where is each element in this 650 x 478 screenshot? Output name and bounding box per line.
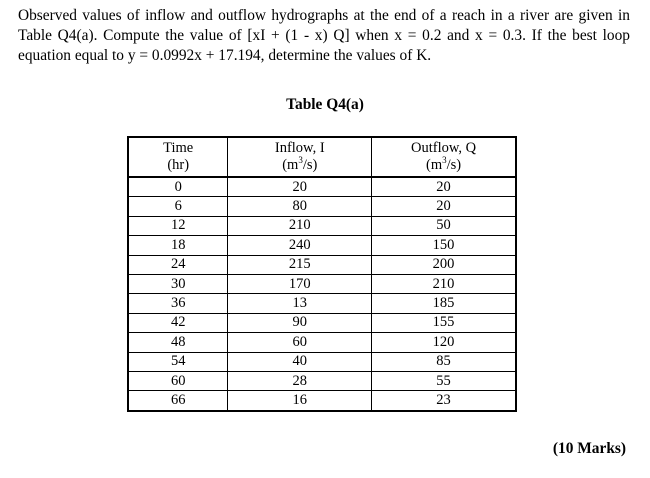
header-label: Inflow, I <box>274 140 325 156</box>
cell-time: 66 <box>128 391 228 411</box>
table-title: Table Q4(a) <box>286 96 364 113</box>
cell-inflow: 170 <box>228 274 372 293</box>
cell-time: 36 <box>128 294 228 313</box>
cell-outflow: 150 <box>372 236 516 255</box>
cell-outflow: 185 <box>372 294 516 313</box>
marks-label: (10 Marks) <box>552 440 626 457</box>
cell-outflow: 155 <box>372 313 516 332</box>
table-row <box>128 371 516 390</box>
table-header-row <box>128 137 516 177</box>
question-text: Observed values of inflow and outflow hydrographs at the end of a reach in a river are given in Table Q4(a). Compute the value of [xI + (1 - x) Q] when x = 0.2 and x = 0.3. If the best loop equation equal to y = 0.0992x + 17.194, determine the values of K. <box>18 7 630 64</box>
cell-time: 18 <box>128 236 228 255</box>
cell-outflow: 210 <box>372 274 516 293</box>
cell-outflow: 50 <box>372 216 516 235</box>
table-row <box>128 236 516 255</box>
cell-time: 60 <box>128 371 228 390</box>
table-row <box>128 313 516 332</box>
cell-inflow: 13 <box>228 294 372 313</box>
cell-inflow: 20 <box>228 177 372 197</box>
cell-time: 0 <box>128 177 228 197</box>
cell-inflow: 210 <box>228 216 372 235</box>
cell-outflow: 20 <box>372 197 516 216</box>
header-unit: (hr) <box>167 157 190 173</box>
cell-inflow: 16 <box>228 391 372 411</box>
cell-time: 6 <box>128 197 228 216</box>
table-row <box>128 255 516 274</box>
cell-inflow: 215 <box>228 255 372 274</box>
table-row <box>128 333 516 352</box>
table-row <box>128 197 516 216</box>
cell-inflow: 80 <box>228 197 372 216</box>
cell-outflow: 20 <box>372 177 516 197</box>
cell-inflow: 240 <box>228 236 372 255</box>
cell-inflow: 40 <box>228 352 372 371</box>
header-unit: $(m^3/s)$ <box>282 155 318 173</box>
header-unit: $(m^3/s)$ <box>425 155 462 173</box>
cell-time: 12 <box>128 216 228 235</box>
cell-time: 42 <box>128 313 228 332</box>
table-row <box>128 216 516 235</box>
cell-inflow: 60 <box>228 333 372 352</box>
cell-inflow: 28 <box>228 371 372 390</box>
cell-outflow: 85 <box>372 352 516 371</box>
header-time <box>128 137 228 177</box>
table-row <box>128 274 516 293</box>
cell-time: 48 <box>128 333 228 352</box>
table-row <box>128 391 516 411</box>
cell-inflow: 90 <box>228 313 372 332</box>
cell-outflow: 200 <box>372 255 516 274</box>
cell-outflow: 120 <box>372 333 516 352</box>
table-row <box>128 177 516 197</box>
hydrograph-table <box>127 136 517 412</box>
header-outflow <box>372 137 516 177</box>
cell-time: 54 <box>128 352 228 371</box>
cell-outflow: 23 <box>372 391 516 411</box>
header-inflow <box>228 137 372 177</box>
header-label: Time <box>163 140 194 156</box>
cell-time: 30 <box>128 274 228 293</box>
table-row <box>128 294 516 313</box>
cell-time: 24 <box>128 255 228 274</box>
table-row <box>128 352 516 371</box>
header-label: Outflow, Q <box>410 140 477 156</box>
cell-outflow: 55 <box>372 371 516 390</box>
